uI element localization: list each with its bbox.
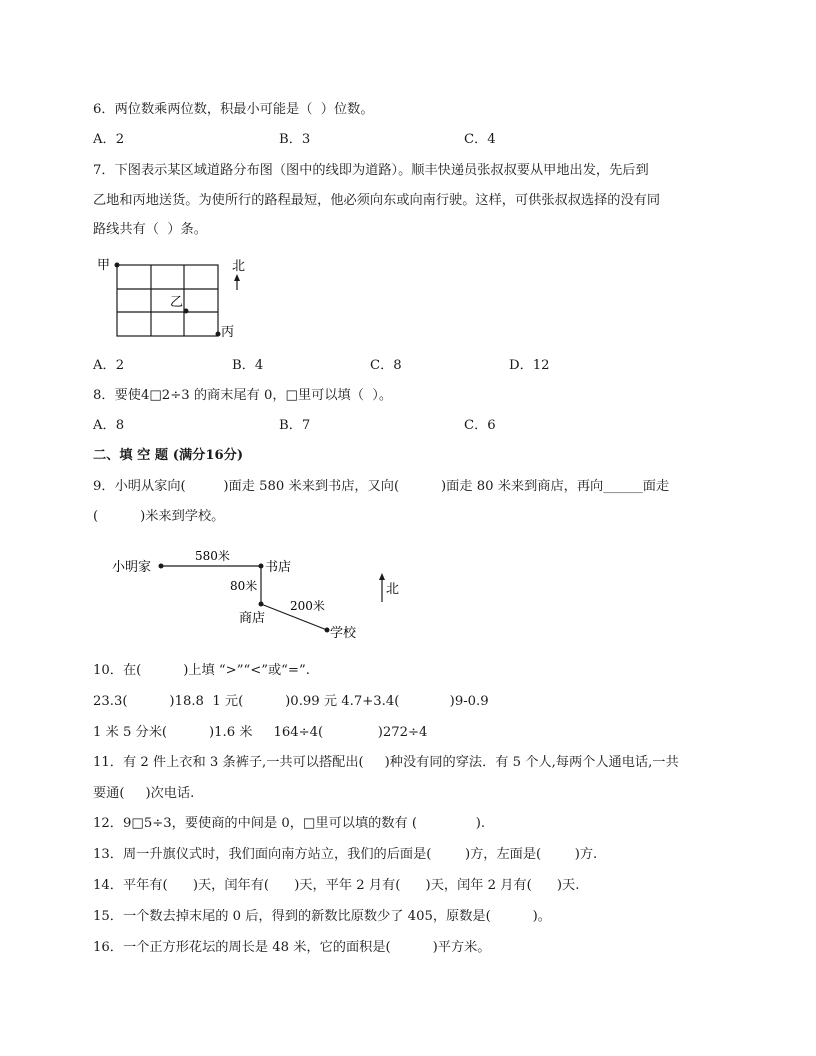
label-north-2: 北 (386, 582, 400, 597)
question-10-stem: 10．在( )上填 “>”“<”或“=”. (93, 663, 310, 678)
q6-option-c: C．4 (464, 132, 496, 147)
route-map-figure (108, 540, 408, 645)
question-9-line2: ( )米来到学校。 (93, 509, 225, 524)
label-bookstore: 书店 (265, 560, 292, 575)
q8-option-c: C．6 (464, 418, 496, 433)
label-start: 甲 (97, 258, 111, 273)
point-bookstore (259, 564, 264, 569)
q8-option-b: B．7 (279, 418, 311, 433)
question-14-stem: 14．平年有( )天，闰年有( )天，平年 2 月有( )天，闰年 2 月有( )天. (93, 878, 580, 893)
question-12-stem: 12．9□5÷3，要使商的中间是 0，□里可以填的数有 ( ). (93, 816, 486, 831)
point-mid (184, 309, 189, 314)
question-16-stem: 16．一个正方形花坛的周长是 48 米，它的面积是( )平方米。 (93, 940, 491, 955)
question-11-line2: 要通( )次电话. (93, 786, 195, 801)
question-11-line1: 11．有 2 件上衣和 3 条裤子,一共可以搭配出( )种没有同的穿法．有 5 个人,每两个人通电话,一共 (93, 755, 679, 770)
question-10-row1: 23.3( )18.8 1 元( )0.99 元 4.7+3.4( )9-0.9 (93, 694, 489, 709)
label-end: 丙 (221, 325, 235, 340)
label-dist-580: 580米 (195, 549, 230, 563)
label-school: 学校 (330, 626, 357, 641)
point-home (159, 564, 164, 569)
label-north: 北 (232, 259, 246, 274)
question-10-row2: 1 米 5 分米( )1.6 米 164÷4( )272÷4 (93, 725, 428, 740)
question-6-stem: 6．两位数乘两位数，积最小可能是（ ）位数。 (93, 102, 374, 117)
q8-option-a: A．8 (93, 418, 125, 433)
section-2-title: 二、填 空 题 (满分16分) (93, 448, 244, 463)
label-dist-80: 80米 (230, 579, 258, 593)
point-shop (259, 602, 264, 607)
q7-option-b: B．4 (232, 358, 264, 373)
q7-option-d: D．12 (509, 358, 550, 373)
point-school (325, 628, 330, 633)
q7-option-c: C．8 (370, 358, 402, 373)
question-7-stem-line3: 路线共有（ ）条。 (93, 222, 207, 237)
question-7-stem-line2: 乙地和丙地送货。为使所行的路程最短，他必须向东或向南行驶。这样，可供张叔叔选择的没有同 (93, 193, 661, 208)
road-grid-figure (92, 254, 262, 344)
q7-option-a: A．2 (93, 358, 125, 373)
label-dist-200: 200米 (290, 599, 325, 613)
label-home: 小明家 (112, 560, 152, 575)
q6-option-a: A．2 (93, 132, 125, 147)
point-end (216, 332, 221, 337)
question-13-stem: 13．周一升旗仪式时，我们面向南方站立，我们的后面是( )方，左面是( )方. (93, 847, 598, 862)
question-8-stem: 8．要使4□2÷3 的商末尾有 0，□里可以填（ ）。 (93, 388, 393, 403)
question-7-stem-line1: 7．下图表示某区域道路分布图（图中的线即为道路）。顺丰快递员张叔叔要从甲地出发，先后到 (93, 163, 649, 178)
question-9-line1: 9．小明从家向( )面走 580 米来到书店，又向( )面走 80 米来到商店，再向______面走 (93, 479, 670, 494)
q6-option-b: B．3 (279, 132, 311, 147)
label-mid: 乙 (170, 295, 184, 310)
question-15-stem: 15．一个数去掉末尾的 0 后，得到的新数比原数少了 405，原数是( )。 (93, 909, 551, 924)
point-start (115, 263, 120, 268)
label-shop: 商店 (239, 611, 266, 626)
